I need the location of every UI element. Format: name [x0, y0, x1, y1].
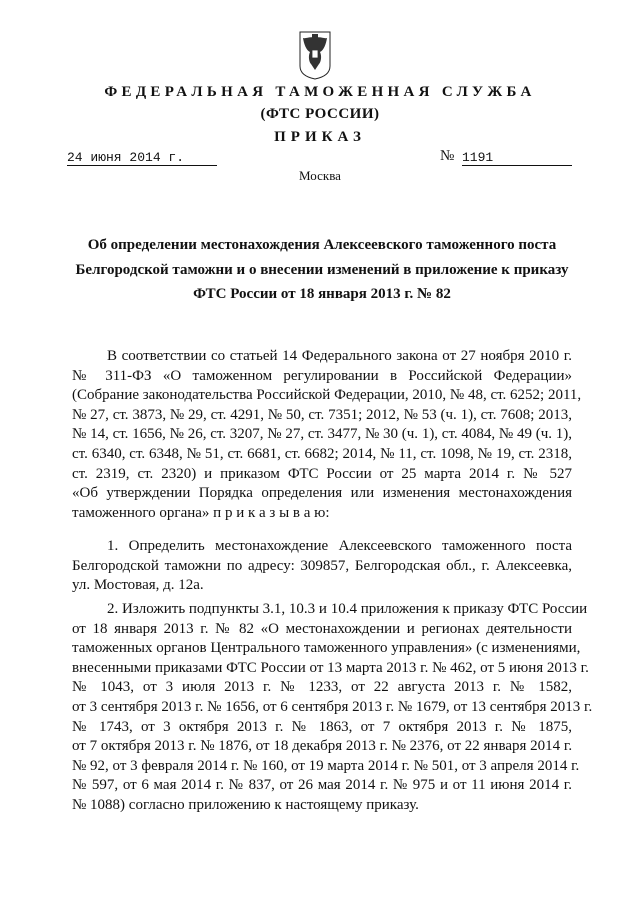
text-line: «Об утверждении Порядка определения или изменения местонахождения: [72, 485, 572, 502]
city: Москва: [299, 168, 341, 183]
text-line: (Собрание законодательства Российской Федерации, 2010, № 48, ст. 6252; 2011,: [72, 387, 582, 404]
title-line: Об определении местонахождения Алексеевского таможенного поста: [87, 237, 557, 253]
text-line: № 27, ст. 3873, № 29, ст. 4291, № 50, ст. 7351; 2012, № 53 (ч. 1), ст. 7608; 2013,: [72, 406, 572, 423]
number-label: №: [440, 148, 455, 164]
document-type: ПРИКАЗ: [274, 129, 366, 145]
document-date: 24 июня 2014 г.: [67, 151, 217, 166]
title-line: Белгородской таможни и о внесении изменений в приложение к приказу: [75, 261, 569, 278]
text-line: № 92, от 3 февраля 2014 г. № 160, от 19 марта 2014 г. № 501, от 3 апреля 2014 г.: [72, 757, 580, 774]
organization-name: ФЕДЕРАЛЬНАЯ ТАМОЖЕННАЯ СЛУЖБА: [104, 84, 536, 100]
text-line: № 14, ст. 1656, № 26, ст. 3207, № 27, ст. 3477, № 30 (ч. 1), ст. 4084, № 49 (ч. 1),: [72, 426, 572, 443]
text-line: от 7 октября 2013 г. № 1876, от 18 декабря 2013 г. № 2376, от 22 января 2014 г.: [72, 738, 573, 755]
text-line: № 597, от 6 мая 2014 г. № 837, от 26 мая 2014 г. № 975 и от 11 июня 2014 г.: [72, 777, 572, 794]
text-line: В соответствии со статьей 14 Федерального закона от 27 ноября 2010 г.: [107, 348, 572, 364]
text-line: внесенными приказами ФТС России от 13 марта 2013 г. № 462, от 5 июня 2013 г.: [72, 659, 589, 676]
coat-of-arms-emblem: [298, 30, 332, 80]
text-line: таможенных органов Центрального таможенного управления» (с изменениями,: [72, 640, 581, 657]
text-line: ст. 2319, ст. 2320) и приказом ФТС России от 25 марта 2014 г. № 527: [72, 465, 572, 482]
item-1-paragraph: [72, 537, 572, 596]
text-line: 1. Определить местонахождение Алексеевского таможенного поста: [107, 538, 572, 554]
text-line: № 1088) согласно приложению к настоящему приказу.: [72, 796, 419, 813]
text-line: № 1743, от 3 октября 2013 г. № 1863, от 7 октября 2013 г. № 1875,: [72, 718, 572, 735]
text-line: таможенного органа» п р и к а з ы в а ю:: [72, 504, 330, 521]
document-number: 1191: [462, 151, 572, 166]
preamble-paragraph: [72, 347, 582, 523]
text-line: № 311-ФЗ «О таможенном регулировании в Российской Федерации»: [72, 367, 572, 384]
text-line: ст. 6340, ст. 6348, № 51, ст. 6681, ст. 6682; 2014, № 11, ст. 1098, № 19, ст. 2318,: [72, 445, 572, 462]
text-line: ул. Мостовая, д. 12а.: [72, 577, 204, 594]
text-line: 2. Изложить подпункты 3.1, 10.3 и 10.4 приложения к приказу ФТС России: [107, 601, 588, 617]
text-line: № 1043, от 3 июля 2013 г. № 1233, от 22 августа 2013 г. № 1582,: [72, 679, 572, 696]
document-title: [72, 233, 572, 307]
organization-short-name: (ФТС РОССИИ): [260, 106, 380, 122]
item-2-paragraph: [72, 600, 593, 816]
title-line: ФТС России от 18 января 2013 г. № 82: [193, 286, 451, 302]
text-line: от 3 сентября 2013 г. № 1656, от 6 сентября 2013 г. № 1679, от 13 сентября 2013 г.: [72, 698, 593, 715]
text-line: от 18 января 2013 г. № 82 «О местонахождении и регионах деятельности: [72, 620, 572, 637]
text-line: Белгородской таможни по адресу: 309857, Белгородская обл., г. Алексеевка,: [72, 557, 572, 574]
